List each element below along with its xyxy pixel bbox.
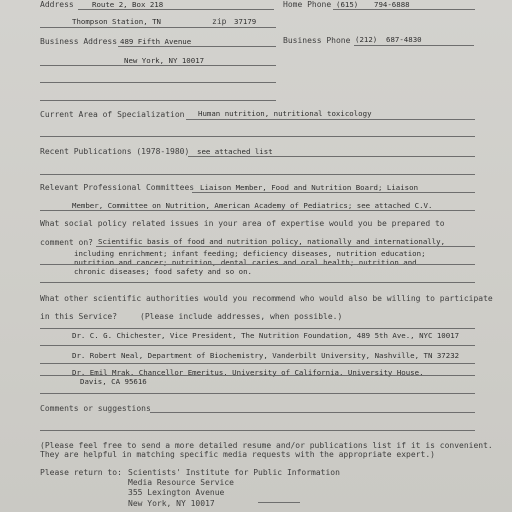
- zip-label: zip: [212, 17, 227, 26]
- footer-note-line1: (Please feel free to send a more detailed resume and/or publications list if it is convenient.: [40, 441, 493, 450]
- address-city-rule: [40, 27, 276, 28]
- return-label: Please return to:: [40, 468, 122, 477]
- business-address-line2-rule: [40, 65, 276, 66]
- committees-label: Relevant Professional Committees: [40, 183, 195, 192]
- zip-value: 37179: [234, 17, 257, 26]
- comments-rule-2: [40, 430, 475, 431]
- committees-line1: Liaison Member, Food and Nutrition Board; Liaison: [200, 183, 419, 192]
- recommend-question-line2: in this Service?: [40, 312, 118, 321]
- business-phone-area-code: (212): [355, 35, 378, 44]
- social-policy-question-line1: What social policy related issues in your area of expertise would you be prepared to: [40, 219, 445, 228]
- home-phone-area-code: (615): [336, 0, 359, 9]
- return-address-line2: Media Resource Service: [128, 478, 234, 487]
- reference-1: Dr. C. G. Chichester, Vice President, The Nutrition Foundation, 489 5th Ave., NYC 10017: [72, 331, 460, 340]
- recommend-rule-3: [40, 363, 475, 364]
- home-phone-label: Home Phone: [283, 0, 332, 9]
- recommend-rule-5: [40, 393, 475, 394]
- signature-rule: [258, 502, 300, 503]
- address-line1: Route 2, Box 218: [92, 0, 164, 9]
- address-label: Address: [40, 0, 74, 9]
- business-address-line1: 489 Fifth Avenue: [120, 37, 192, 46]
- specialization-value: Human nutrition, nutritional toxicology: [198, 109, 372, 118]
- business-phone-label: Business Phone: [283, 36, 351, 45]
- social-policy-answer-line2: including enrichment; infant feeding; deficiency diseases, nutrition education;: [74, 249, 426, 258]
- specialization-rule-2: [40, 136, 475, 137]
- business-address-line2: New York, NY 10017: [124, 56, 205, 65]
- social-policy-answer-line1: Scientific basis of food and nutrition policy, nationally and internationally,: [98, 237, 446, 246]
- social-policy-answer-line4: chronic diseases; food safety and so on.: [74, 267, 252, 276]
- business-address-rule: [118, 46, 276, 47]
- recommend-question-note: (Please include addresses, when possible.): [140, 312, 343, 321]
- return-address-line3: 355 Lexington Avenue: [128, 488, 225, 497]
- social-policy-rule-2: [40, 264, 475, 265]
- specialization-label: Current Area of Specialization: [40, 110, 185, 119]
- specialization-rule: [186, 119, 475, 120]
- return-address-line4: New York, NY 10017: [128, 499, 215, 508]
- committees-rule: [192, 192, 475, 193]
- business-phone-number: 687-4830: [386, 35, 422, 44]
- return-address-line1: Scientists' Institute for Public Information: [128, 468, 340, 477]
- address-city: Thompson Station, TN: [72, 17, 161, 26]
- reference-2: Dr. Robert Neal, Department of Biochemistry, Vanderbilt University, Nashville, TN 37232: [72, 351, 460, 360]
- comments-label: Comments or suggestions: [40, 404, 151, 413]
- committees-line2: Member, Committee on Nutrition, American Academy of Pediatrics; see attached C.V.: [72, 201, 433, 210]
- blank-rule-2: [40, 100, 276, 101]
- publications-label: Recent Publications (1978-1980): [40, 147, 190, 156]
- home-phone-number: 794-6888: [374, 0, 410, 9]
- recommend-question-line1: What other scientific authorities would you recommend who would also be willing to participate: [40, 294, 493, 303]
- business-phone-rule: [354, 45, 474, 46]
- social-policy-answer-line3: nutrition and cancer; nutrition, dental caries and oral health; nutrition and: [74, 258, 417, 267]
- recommend-rule-1: [40, 328, 475, 329]
- footer-note-line2: They are helpful in matching specific media requests with the appropriate expert.): [40, 450, 435, 459]
- social-policy-question-line2: comment on?: [40, 238, 93, 247]
- home-phone-rule: [333, 9, 475, 10]
- social-policy-rule-1: [96, 246, 475, 247]
- recommend-rule-2: [40, 345, 475, 346]
- recommend-rule-4: [40, 375, 475, 376]
- publications-value: see attached list: [197, 147, 273, 156]
- address-line1-rule: [78, 9, 274, 10]
- publications-rule-2: [40, 174, 475, 175]
- reference-3-line2: Davis, CA 95616: [80, 377, 147, 386]
- reference-3-line1: Dr. Emil Mrak, Chancellor Emeritus, University of California, University House,: [72, 368, 424, 377]
- committees-rule-2: [40, 210, 475, 211]
- social-policy-rule-3: [40, 282, 475, 283]
- comments-rule-1: [150, 412, 475, 413]
- business-address-label: Business Address: [40, 37, 118, 46]
- publications-rule: [188, 156, 475, 157]
- blank-rule-1: [40, 82, 276, 83]
